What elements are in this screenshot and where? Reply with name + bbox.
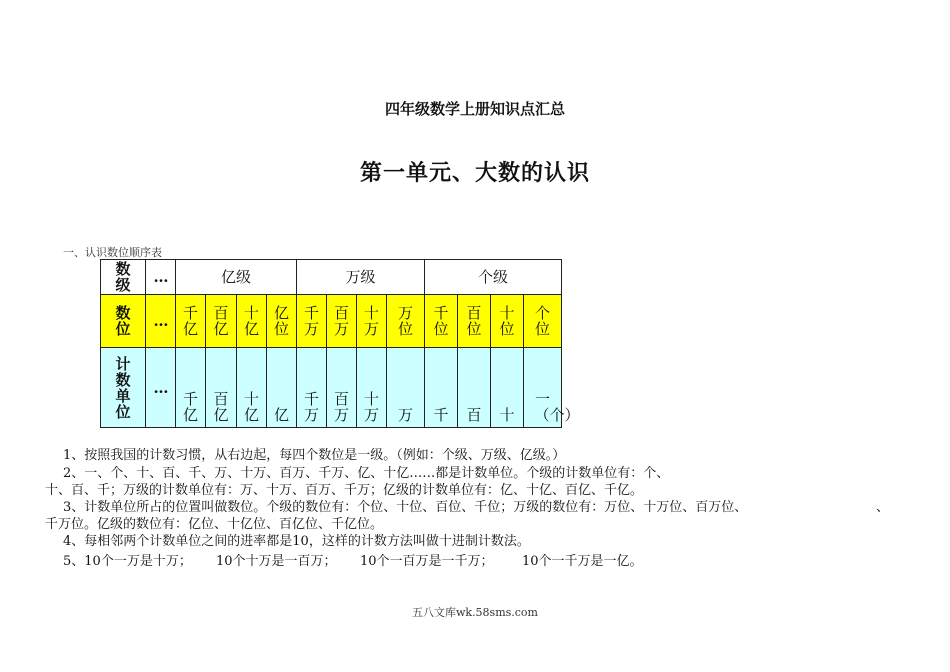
unit-cell: 千亿 (176, 348, 206, 428)
paragraph-5-part-2: 10个十万是一百万； (216, 554, 337, 569)
unit-cell: 百亿 (206, 348, 237, 428)
unit-cell: 千万 (297, 348, 327, 428)
unit-cell: 十 (491, 348, 524, 428)
place-cell: 百亿 (206, 295, 237, 348)
place-cell: 千亿 (176, 295, 206, 348)
paragraph-1: 1、按照我国的计数习惯，从右边起，每四个数位是一级。（例如：个级、万级、亿级。） (63, 448, 566, 463)
unit-cell: 十万 (357, 348, 387, 428)
ellipsis-cell: … (146, 295, 176, 348)
paragraph-3-continued: 千万位。亿级的数位有：亿位、十亿位、百亿位、千亿位。 (45, 517, 384, 532)
group-wan: 万级 (297, 260, 425, 295)
place-cell: 十位 (491, 295, 524, 348)
paragraph-3: 3、计数单位所占的位置叫做数位。个级的数位有：个位、十位、百位、千位；万级的数位有：万位、十万位、百万位、 (63, 500, 748, 515)
row-label-level: 数级 (101, 260, 146, 295)
place-cell: 万位 (387, 295, 425, 348)
paragraph-2-continued: 十、百、千；万级的计数单位有：万、十万、百万、千万；亿级的计数单位有：亿、十亿、百亿、千亿。 (45, 483, 644, 498)
row-label-unit: 计数单位 (101, 348, 146, 428)
group-ge: 个级 (425, 260, 562, 295)
place-cell: 百位 (458, 295, 491, 348)
place-cell: 十亿 (237, 295, 267, 348)
table-row-level (101, 260, 562, 295)
unit-cell: 百 (458, 348, 491, 428)
unit-cell: 亿 (267, 348, 297, 428)
place-cell: 十万 (357, 295, 387, 348)
unit-title: 第一单元、大数的认识 (359, 160, 590, 186)
paragraph-5-part-3: 10个一百万是一千万； (360, 554, 494, 569)
place-value-table (100, 259, 580, 428)
paragraph-4: 4、每相邻两个计数单位之间的进率都是10，这样的计数方法叫做十进制计数法。 (63, 534, 530, 549)
unit-cell: 一（个） (524, 348, 562, 428)
group-yi: 亿级 (176, 260, 297, 295)
paragraph-5-part-1: 5、10个一万是十万； (63, 554, 192, 569)
unit-cell: 十亿 (237, 348, 267, 428)
footer-watermark: 五八文库wk.58sms.com (411, 606, 538, 619)
paragraph-5-part-4: 10个一千万是一亿。 (522, 554, 643, 569)
place-cell: 个位 (524, 295, 562, 348)
document-title: 四年级数学上册知识点汇总 (384, 100, 565, 118)
paragraph-3-mark: 、 (876, 500, 890, 515)
place-cell: 千位 (425, 295, 458, 348)
place-cell: 亿位 (267, 295, 297, 348)
paragraph-2: 2、一、个、十、百、千、万、十万、百万、千万、亿、十亿……都是计数单位。个级的计数单位有：个、 (63, 466, 670, 481)
ellipsis-cell: … (146, 348, 176, 428)
section-heading: 一、认识数位顺序表 (63, 246, 162, 259)
row-label-place: 数位 (101, 295, 146, 348)
table-row-place (101, 295, 562, 348)
place-cell: 千万 (297, 295, 327, 348)
ellipsis-cell: … (146, 260, 176, 295)
unit-cell: 百万 (327, 348, 357, 428)
table-row-unit (101, 348, 562, 428)
place-cell: 百万 (327, 295, 357, 348)
unit-cell: 万 (387, 348, 425, 428)
unit-cell: 千 (425, 348, 458, 428)
